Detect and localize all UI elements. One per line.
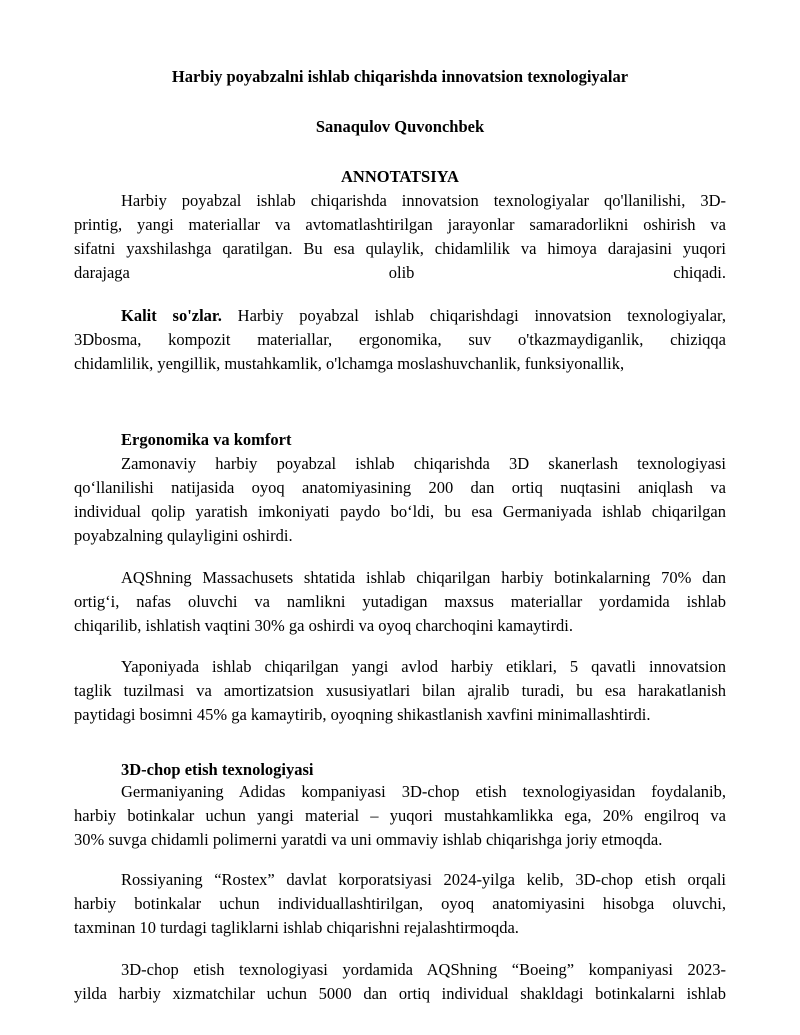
paragraph-line: 30% suvga chidamli polimerni yaratdi va uni ommaviy ishlab chiqarishga joriy etmoqda. <box>74 830 663 849</box>
section-heading-3d-printing: 3D-chop etish texnologiyasi <box>121 760 314 779</box>
paragraph-line: qo‘llanilishi natijasida oyoq anatomiyasining 200 dan ortiq nuqtasini aniqlash va <box>74 478 726 497</box>
keywords-line: chidamlilik, yengillik, mustahkamlik, o'lchamga moslashuvchanlik, funksiyonallik, <box>74 354 625 373</box>
paragraph-line: chiqarilib, ishlatish vaqtini 30% ga oshirdi va oyoq charchoqini kamaytirdi. <box>74 616 574 635</box>
abstract-line: Harbiy poyabzal ishlab chiqarishda innovatsion texnologiyalar qo'llanilishi, 3D- <box>121 191 726 210</box>
paragraph-line: individual qolip yaratish imkoniyati paydo bo‘ldi, bu esa Germaniyada ishlab chiqarilgan <box>74 502 726 521</box>
keywords-line <box>74 304 726 328</box>
keywords-line: 3Dbosma, kompozit materiallar, ergonomika, suv o'tkazmaydiganlik, chiziqqa <box>74 330 726 349</box>
paragraph-line: Germaniyaning Adidas kompaniyasi 3D-chop etish texnologiyasidan foydalanib, <box>121 782 726 801</box>
paragraph-line: harbiy botinkalar uchun individuallashtirilgan, oyoq anatomiyasini hisobga oluvchi, <box>74 894 726 913</box>
paragraph-line: Rossiyaning “Rostex” davlat korporatsiyasi 2024-yilga kelib, 3D-chop etish orqali <box>121 870 726 889</box>
abstract-line: darajaga olib chiqadi. <box>74 263 726 282</box>
keywords-text: Harbiy poyabzal ishlab chiqarishdagi innovatsion texnologiyalar, <box>237 306 726 325</box>
abstract-line: sifatni yaxshilashga qaratilgan. Bu esa qulaylik, chidamlilik va himoya darajasini yuqori <box>74 239 726 258</box>
paragraph-line: yilda harbiy xizmatchilar uchun 5000 dan ortiq individual shakldagi botinkalarni ishlab <box>74 984 726 1003</box>
section-heading-ergonomics: Ergonomika va komfort <box>121 430 292 449</box>
paragraph-line: poyabzalning qulayligini oshirdi. <box>74 526 293 545</box>
paragraph-line: taxminan 10 turdagi tagliklarni ishlab chiqarishni rejalashtirmoqda. <box>74 918 519 937</box>
author-name: Sanaqulov Quvonchbek <box>315 117 485 136</box>
abstract-heading: ANNOTATSIYA <box>341 167 459 186</box>
paragraph-line: Yaponiyada ishlab chiqarilgan yangi avlod harbiy etiklari, 5 qavatli innovatsion <box>121 657 726 676</box>
paragraph-line: paytidagi bosimni 45% ga kamaytirib, oyoqning shikastlanish xavfini minimallashtirdi. <box>74 705 651 724</box>
abstract-line: printig, yangi materiallar va avtomatlashtirilgan jarayonlar samaradorlikni oshirish va <box>74 215 726 234</box>
paragraph-line: 3D-chop etish texnologiyasi yordamida AQShning “Boeing” kompaniyasi 2023- <box>121 960 726 979</box>
paragraph-line: AQShning Massachusets shtatida ishlab chiqarilgan harbiy botinkalarning 70% dan <box>121 568 726 587</box>
keywords-label: Kalit so'zlar. <box>121 306 222 325</box>
paragraph-line: Zamonaviy harbiy poyabzal ishlab chiqarishda 3D skanerlash texnologiyasi <box>121 454 726 473</box>
paragraph-line: harbiy botinkalar uchun yangi material – yuqori mustahkamlikka ega, 20% engilroq va <box>74 806 726 825</box>
paragraph-line: taglik tuzilmasi va amortizatsion xususiyatlari bilan ajralib turadi, bu esa harakatlanish <box>74 681 726 700</box>
paper-title: Harbiy poyabzalni ishlab chiqarishda innovatsion texnologiyalar <box>171 67 629 86</box>
paragraph-line: ortig‘i, nafas oluvchi va namlikni yutadigan maxsus materiallar yordamida ishlab <box>74 592 726 611</box>
